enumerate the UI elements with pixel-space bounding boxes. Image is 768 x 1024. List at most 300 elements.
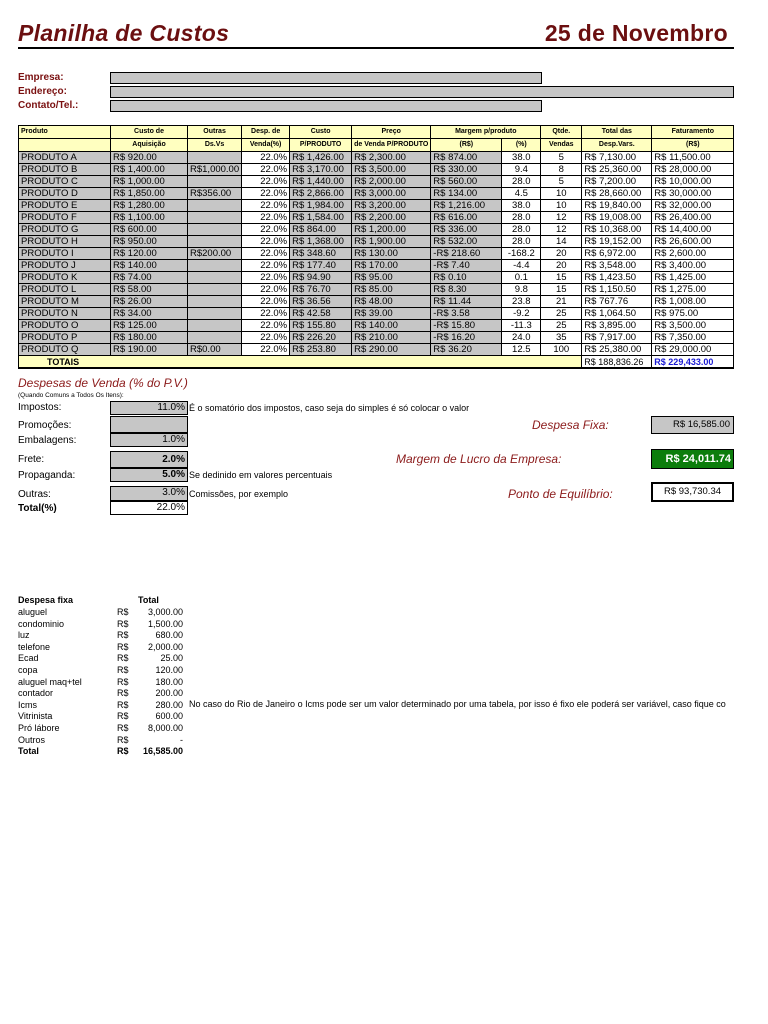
cell-margem-rs[interactable]: -R$ 3.58 (431, 308, 502, 320)
list-item (18, 711, 188, 722)
cell-total-desp-vars[interactable]: R$ 19,008.00 (582, 212, 652, 224)
table-row (19, 296, 734, 308)
embalagens-label: Embalagens: (18, 435, 77, 446)
cell-custo-produto[interactable]: R$ 1,440.00 (290, 176, 352, 188)
col-subheader-margem-rs: (R$) (431, 139, 502, 152)
cell-qtde-vendas[interactable]: 10 (541, 200, 582, 212)
expense-currency: R$ (117, 641, 129, 652)
cell-name[interactable]: PRODUTO D (19, 188, 111, 200)
cell-custo-aquisicao[interactable]: R$ 950.00 (111, 236, 188, 248)
cell-total-desp-vars[interactable]: R$ 3,548.00 (582, 260, 652, 272)
col-subheader-dsvs: Ds.Vs (188, 139, 242, 152)
cell-desp-venda-pct[interactable]: 22.0% (242, 308, 290, 320)
endereco-field[interactable] (110, 86, 734, 98)
cell-custo-produto[interactable]: R$ 76.70 (290, 284, 352, 296)
cell-custo-aquisicao[interactable]: R$ 1,400.00 (111, 164, 188, 176)
despesa-fixa-label: Despesa Fixa: (532, 418, 609, 432)
table-header-row-2 (19, 139, 734, 152)
cell-custo-produto[interactable]: R$ 155.80 (290, 320, 352, 332)
cell-margem-pct[interactable]: 28.0 (502, 212, 541, 224)
cell-faturamento[interactable]: R$ 7,350.00 (652, 332, 734, 344)
despesa-fixa-total-row (18, 746, 188, 757)
expense-value[interactable]: - (180, 734, 183, 745)
cell-faturamento[interactable]: R$ 29,000.00 (652, 344, 734, 356)
cell-desp-venda-pct[interactable]: 22.0% (242, 152, 290, 164)
cell-faturamento[interactable]: R$ 1,008.00 (652, 296, 734, 308)
cell-desp-venda-pct[interactable]: 22.0% (242, 260, 290, 272)
cell-preco-venda[interactable]: R$ 2,000.00 (352, 176, 431, 188)
expense-name: Ecad (18, 653, 39, 664)
cell-preco-venda[interactable]: R$ 3,200.00 (352, 200, 431, 212)
cell-name[interactable]: PRODUTO I (19, 248, 111, 260)
cell-outras-dsvs[interactable] (188, 296, 242, 308)
cell-outras-dsvs[interactable] (188, 224, 242, 236)
cell-custo-produto[interactable]: R$ 94.90 (290, 272, 352, 284)
cell-faturamento[interactable]: R$ 3,400.00 (652, 260, 734, 272)
expense-value[interactable]: 180.00 (155, 676, 183, 687)
cell-faturamento[interactable]: R$ 2,600.00 (652, 248, 734, 260)
expense-name: Pró lábore (18, 723, 60, 733)
expense-value[interactable]: 2,000.00 (147, 641, 183, 652)
cell-desp-venda-pct[interactable]: 22.0% (242, 248, 290, 260)
cell-desp-venda-pct[interactable]: 22.0% (242, 296, 290, 308)
expense-value[interactable]: 16,585.00 (142, 746, 183, 757)
cell-total-desp-vars[interactable]: R$ 10,368.00 (582, 224, 652, 236)
expense-value[interactable]: 25.00 (160, 653, 183, 664)
cell-outras-dsvs[interactable] (188, 320, 242, 332)
cell-margem-rs[interactable]: -R$ 218.60 (431, 248, 502, 260)
cell-total-desp-vars[interactable]: R$ 7,130.00 (582, 152, 652, 164)
expense-value[interactable]: 8,000.00 (147, 723, 183, 733)
cell-qtde-vendas[interactable]: 12 (541, 212, 582, 224)
cell-custo-aquisicao[interactable]: R$ 1,850.00 (111, 188, 188, 200)
cell-custo-produto[interactable]: R$ 1,426.00 (290, 152, 352, 164)
expense-name: contador (18, 688, 54, 699)
cell-faturamento[interactable]: R$ 975.00 (652, 308, 734, 320)
cell-total-desp-vars[interactable]: R$ 1,150.50 (582, 284, 652, 296)
cell-desp-venda-pct[interactable]: 22.0% (242, 200, 290, 212)
cell-custo-aquisicao[interactable]: R$ 1,000.00 (111, 176, 188, 188)
cell-outras-dsvs[interactable] (188, 260, 242, 272)
expense-currency: R$ (117, 618, 129, 629)
cell-outras-dsvs[interactable]: R$356.00 (188, 188, 242, 200)
contato-label: Contato/Tel.: (18, 100, 79, 111)
cell-margem-pct[interactable]: 24.0 (502, 332, 541, 344)
cell-preco-venda[interactable]: R$ 39.00 (352, 308, 431, 320)
cell-margem-rs[interactable]: -R$ 15.80 (431, 320, 502, 332)
cell-name[interactable]: PRODUTO J (19, 260, 111, 272)
expense-name: Icms (18, 699, 37, 710)
table-row (19, 200, 734, 212)
expense-currency: R$ (117, 665, 129, 675)
cell-faturamento[interactable]: R$ 26,400.00 (652, 212, 734, 224)
cell-margem-pct[interactable]: -9.2 (502, 308, 541, 320)
table-row (19, 188, 734, 200)
cell-name[interactable]: PRODUTO P (19, 332, 111, 344)
cell-margem-pct[interactable]: 28.0 (502, 176, 541, 188)
cell-qtde-vendas[interactable]: 12 (541, 224, 582, 236)
cell-desp-venda-pct[interactable]: 22.0% (242, 188, 290, 200)
table-row (19, 248, 734, 260)
cell-custo-aquisicao[interactable]: R$ 180.00 (111, 332, 188, 344)
cell-desp-venda-pct[interactable]: 22.0% (242, 212, 290, 224)
cell-total-desp-vars[interactable]: R$ 19,152.00 (582, 236, 652, 248)
col-header-desp: Desp. de (242, 126, 290, 139)
promocoes-cell[interactable] (110, 416, 188, 433)
expense-currency: R$ (117, 723, 129, 733)
cell-outras-dsvs[interactable] (188, 308, 242, 320)
cell-margem-rs[interactable]: R$ 330.00 (431, 164, 502, 176)
cell-desp-venda-pct[interactable]: 22.0% (242, 284, 290, 296)
table-row (19, 320, 734, 332)
cell-custo-produto[interactable]: R$ 42.58 (290, 308, 352, 320)
cell-margem-rs[interactable]: R$ 532.00 (431, 236, 502, 248)
totals-row (19, 356, 734, 369)
col-subheader-venda-pct: Venda(%) (242, 139, 290, 152)
frete-cell[interactable]: 2.0% (110, 451, 188, 468)
cell-qtde-vendas[interactable]: 15 (541, 284, 582, 296)
expense-value[interactable]: 1,500.00 (147, 618, 183, 629)
cell-name[interactable]: PRODUTO N (19, 308, 111, 320)
cell-custo-aquisicao[interactable]: R$ 1,280.00 (111, 200, 188, 212)
cell-desp-venda-pct[interactable]: 22.0% (242, 332, 290, 344)
expense-currency: R$ (117, 630, 129, 641)
despesa-fixa-header: Despesa fixa (18, 595, 74, 605)
list-item (18, 630, 188, 641)
cell-custo-produto[interactable]: R$ 1,584.00 (290, 212, 352, 224)
cell-preco-venda[interactable]: R$ 290.00 (352, 344, 431, 356)
despesa-fixa-total-header: Total (138, 595, 159, 605)
cell-name[interactable]: PRODUTO K (19, 272, 111, 284)
page-date: 25 de Novembro (544, 20, 728, 46)
products-table (18, 125, 734, 369)
cell-total-desp-vars[interactable]: R$ 6,972.00 (582, 248, 652, 260)
empresa-field[interactable] (110, 72, 542, 84)
margem-lucro-label: Margem de Lucro da Empresa: (396, 452, 562, 466)
expense-currency: R$ (117, 688, 129, 699)
col-subheader-aquisicao: Aquisição (111, 139, 188, 152)
list-item (18, 735, 188, 746)
cell-margem-pct[interactable]: 38.0 (502, 152, 541, 164)
cell-total-desp-vars[interactable]: R$ 25,360.00 (582, 164, 652, 176)
table-row (19, 152, 734, 164)
cell-custo-aquisicao[interactable]: R$ 120.00 (111, 248, 188, 260)
cell-margem-rs[interactable]: R$ 11.44 (431, 296, 502, 308)
cell-margem-pct[interactable]: 0.1 (502, 272, 541, 284)
propaganda-cell[interactable]: 5.0% (110, 468, 188, 482)
cell-qtde-vendas[interactable]: 15 (541, 272, 582, 284)
cell-custo-aquisicao[interactable]: R$ 34.00 (111, 308, 188, 320)
cell-outras-dsvs[interactable]: R$1,000.00 (188, 164, 242, 176)
cell-outras-dsvs[interactable] (188, 272, 242, 284)
cell-total-desp-vars[interactable]: R$ 767.76 (582, 296, 652, 308)
col-subheader-vendas: Vendas (541, 139, 582, 152)
cell-faturamento[interactable]: R$ 14,400.00 (652, 224, 734, 236)
expense-name: aluguel (18, 607, 48, 617)
cell-qtde-vendas[interactable]: 100 (541, 344, 582, 356)
cell-margem-pct[interactable]: 38.0 (502, 200, 541, 212)
promocoes-label: Promoções: (18, 420, 72, 431)
propaganda-note: Se dedinido em valores percentuais (189, 470, 333, 480)
impostos-label: Impostos: (18, 402, 62, 413)
cell-margem-pct[interactable]: -4.4 (502, 260, 541, 272)
col-header-preco: Preço (352, 126, 431, 139)
cell-margem-pct[interactable]: 4.5 (502, 188, 541, 200)
cell-desp-venda-pct[interactable]: 22.0% (242, 224, 290, 236)
ponto-equilibrio-value[interactable]: R$ 93,730.34 (651, 482, 734, 502)
cell-outras-dsvs[interactable] (188, 332, 242, 344)
embalagens-cell[interactable]: 1.0% (110, 433, 188, 447)
cell-desp-venda-pct[interactable]: 22.0% (242, 236, 290, 248)
cell-custo-aquisicao[interactable]: R$ 26.00 (111, 296, 188, 308)
cell-preco-venda[interactable]: R$ 3,500.00 (352, 164, 431, 176)
cell-margem-rs[interactable]: R$ 616.00 (431, 212, 502, 224)
list-item (18, 653, 188, 664)
impostos-cell[interactable]: 11.0% (110, 401, 188, 415)
expense-value[interactable]: 3,000.00 (147, 607, 183, 617)
cell-name[interactable]: PRODUTO G (19, 224, 111, 236)
cell-margem-rs[interactable]: R$ 336.00 (431, 224, 502, 236)
cell-name[interactable]: PRODUTO O (19, 320, 111, 332)
cell-total-desp-vars[interactable]: R$ 19,840.00 (582, 200, 652, 212)
ponto-equilibrio-label: Ponto de Equilíbrio: (508, 487, 613, 501)
cell-desp-venda-pct[interactable]: 22.0% (242, 272, 290, 284)
cell-custo-produto[interactable]: R$ 1,984.00 (290, 200, 352, 212)
cell-custo-produto[interactable]: R$ 226.20 (290, 332, 352, 344)
cell-qtde-vendas[interactable]: 5 (541, 152, 582, 164)
expense-currency: R$ (117, 734, 129, 745)
cell-margem-pct[interactable]: 9.8 (502, 284, 541, 296)
total-faturamento[interactable]: R$ 229,433.00 (652, 356, 734, 369)
cell-name[interactable]: PRODUTO L (19, 284, 111, 296)
cell-custo-aquisicao[interactable]: R$ 1,100.00 (111, 212, 188, 224)
cell-custo-produto[interactable]: R$ 348.60 (290, 248, 352, 260)
cell-preco-venda[interactable]: R$ 140.00 (352, 320, 431, 332)
list-item (18, 619, 188, 630)
cell-faturamento[interactable]: R$ 1,425.00 (652, 272, 734, 284)
cell-preco-venda[interactable]: R$ 2,300.00 (352, 152, 431, 164)
cell-desp-venda-pct[interactable]: 22.0% (242, 164, 290, 176)
col-header-outras: Outras (188, 126, 242, 139)
cell-total-desp-vars[interactable]: R$ 25,380.00 (582, 344, 652, 356)
cell-margem-pct[interactable]: 9.4 (502, 164, 541, 176)
cell-qtde-vendas[interactable]: 14 (541, 236, 582, 248)
cell-name[interactable]: PRODUTO A (19, 152, 111, 164)
cell-name[interactable]: PRODUTO M (19, 296, 111, 308)
cell-margem-pct[interactable]: 12.5 (502, 344, 541, 356)
cell-custo-produto[interactable]: R$ 864.00 (290, 224, 352, 236)
cell-custo-produto[interactable]: R$ 2,866.00 (290, 188, 352, 200)
expense-currency: R$ (117, 676, 129, 687)
col-header-custo: Custo de (111, 126, 188, 139)
col-subheader-blank (19, 139, 111, 152)
cell-preco-venda[interactable]: R$ 3,000.00 (352, 188, 431, 200)
table-row (19, 176, 734, 188)
contato-field[interactable] (110, 100, 542, 112)
cell-total-desp-vars[interactable]: R$ 7,917.00 (582, 332, 652, 344)
cell-outras-dsvs[interactable] (188, 236, 242, 248)
expense-value[interactable]: 200.00 (155, 688, 183, 699)
title-divider (18, 47, 734, 49)
margem-lucro-value[interactable]: R$ 24,011.74 (651, 449, 734, 469)
cell-qtde-vendas[interactable]: 21 (541, 296, 582, 308)
cell-margem-pct[interactable]: -168.2 (502, 248, 541, 260)
cell-margem-rs[interactable]: R$ 36.20 (431, 344, 502, 356)
cell-margem-rs[interactable]: R$ 134.00 (431, 188, 502, 200)
total-pct-cell[interactable]: 22.0% (110, 501, 188, 515)
cell-custo-aquisicao[interactable]: R$ 920.00 (111, 152, 188, 164)
expense-name: aluguel maq+tel (18, 676, 82, 687)
cell-faturamento[interactable]: R$ 10,000.00 (652, 176, 734, 188)
table-header-row-1 (19, 126, 734, 139)
table-row (19, 212, 734, 224)
cell-outras-dsvs[interactable] (188, 212, 242, 224)
col-header-custo-produto: Custo (290, 126, 352, 139)
cell-desp-venda-pct[interactable]: 22.0% (242, 176, 290, 188)
cell-preco-venda[interactable]: R$ 170.00 (352, 260, 431, 272)
cell-outras-dsvs[interactable] (188, 152, 242, 164)
col-header-qtde: Qtde. (541, 126, 582, 139)
despesa-fixa-value[interactable]: R$ 16,585.00 (651, 416, 734, 434)
col-header-margem: Margem p/produto (431, 126, 541, 139)
cell-custo-aquisicao[interactable]: R$ 140.00 (111, 260, 188, 272)
outras-cell[interactable]: 3.0% (110, 486, 188, 501)
expense-name: Outros (18, 734, 46, 745)
cell-qtde-vendas[interactable]: 20 (541, 260, 582, 272)
cell-margem-rs[interactable]: R$ 874.00 (431, 152, 502, 164)
table-row (19, 236, 734, 248)
cell-preco-venda[interactable]: R$ 2,200.00 (352, 212, 431, 224)
table-row (19, 308, 734, 320)
cell-name[interactable]: PRODUTO C (19, 176, 111, 188)
cell-qtde-vendas[interactable]: 8 (541, 164, 582, 176)
cell-outras-dsvs[interactable] (188, 284, 242, 296)
cell-desp-venda-pct[interactable]: 22.0% (242, 320, 290, 332)
endereco-label: Endereço: (18, 86, 67, 97)
cell-margem-pct[interactable]: 28.0 (502, 224, 541, 236)
cell-faturamento[interactable]: R$ 26,600.00 (652, 236, 734, 248)
cell-preco-venda[interactable]: R$ 130.00 (352, 248, 431, 260)
cell-preco-venda[interactable]: R$ 85.00 (352, 284, 431, 296)
propaganda-label: Propaganda: (18, 470, 76, 481)
cell-outras-dsvs[interactable] (188, 176, 242, 188)
list-item (18, 677, 188, 688)
cell-custo-aquisicao[interactable]: R$ 600.00 (111, 224, 188, 236)
icms-note: No caso do Rio de Janeiro o Icms pode ser um valor determinado por uma tabela, por isso é fixo ele poderá ser variável, caso fique co (189, 699, 726, 709)
cell-custo-produto[interactable]: R$ 253.80 (290, 344, 352, 356)
cell-total-desp-vars[interactable]: R$ 1,423.50 (582, 272, 652, 284)
cell-faturamento[interactable]: R$ 11,500.00 (652, 152, 734, 164)
cell-name[interactable]: PRODUTO E (19, 200, 111, 212)
cell-total-desp-vars[interactable]: R$ 28,660.00 (582, 188, 652, 200)
cell-custo-produto[interactable]: R$ 1,368.00 (290, 236, 352, 248)
totals-label: TOTAIS (19, 356, 582, 369)
cell-margem-rs[interactable]: -R$ 7.40 (431, 260, 502, 272)
cell-name[interactable]: PRODUTO B (19, 164, 111, 176)
cell-qtde-vendas[interactable]: 35 (541, 332, 582, 344)
empresa-label: Empresa: (18, 72, 64, 83)
col-header-produto: Produto (19, 126, 111, 139)
cell-qtde-vendas[interactable]: 20 (541, 248, 582, 260)
cell-custo-aquisicao[interactable]: R$ 58.00 (111, 284, 188, 296)
cell-preco-venda[interactable]: R$ 1,200.00 (352, 224, 431, 236)
cell-faturamento[interactable]: R$ 32,000.00 (652, 200, 734, 212)
cell-total-desp-vars[interactable]: R$ 1,064.50 (582, 308, 652, 320)
cell-faturamento[interactable]: R$ 28,000.00 (652, 164, 734, 176)
cell-faturamento[interactable]: R$ 30,000.00 (652, 188, 734, 200)
cell-name[interactable]: PRODUTO H (19, 236, 111, 248)
col-subheader-fat-rs: (R$) (652, 139, 734, 152)
total-desp-vars[interactable]: R$ 188,836.26 (582, 356, 652, 369)
cell-margem-pct[interactable]: 28.0 (502, 236, 541, 248)
cell-custo-aquisicao[interactable]: R$ 125.00 (111, 320, 188, 332)
cell-outras-dsvs[interactable] (188, 200, 242, 212)
list-item (18, 688, 188, 699)
cell-custo-aquisicao[interactable]: R$ 190.00 (111, 344, 188, 356)
expense-value[interactable]: 680.00 (155, 630, 183, 641)
expense-currency: R$ (117, 699, 129, 710)
cell-qtde-vendas[interactable]: 10 (541, 188, 582, 200)
expense-value[interactable]: 120.00 (155, 665, 183, 675)
col-subheader-venda-p-produto: de Venda P/PRODUTO (352, 139, 431, 152)
cell-qtde-vendas[interactable]: 5 (541, 176, 582, 188)
table-row (19, 284, 734, 296)
outras-label: Outras: (18, 489, 51, 500)
cell-outras-dsvs[interactable]: R$200.00 (188, 248, 242, 260)
cell-qtde-vendas[interactable]: 25 (541, 320, 582, 332)
col-subheader-margem-pct: (%) (502, 139, 541, 152)
cell-margem-pct[interactable]: 23.8 (502, 296, 541, 308)
cell-total-desp-vars[interactable]: R$ 3,895.00 (582, 320, 652, 332)
cell-preco-venda[interactable]: R$ 210.00 (352, 332, 431, 344)
cell-name[interactable]: PRODUTO F (19, 212, 111, 224)
cell-margem-rs[interactable]: R$ 560.00 (431, 176, 502, 188)
cell-custo-produto[interactable]: R$ 3,170.00 (290, 164, 352, 176)
cell-margem-rs[interactable]: -R$ 16.20 (431, 332, 502, 344)
cell-outras-dsvs[interactable]: R$0.00 (188, 344, 242, 356)
cell-custo-produto[interactable]: R$ 36.56 (290, 296, 352, 308)
expense-value[interactable]: 280.00 (155, 699, 183, 710)
cell-margem-rs[interactable]: R$ 1,216.00 (431, 200, 502, 212)
cell-margem-rs[interactable]: R$ 0.10 (431, 272, 502, 284)
table-row (19, 224, 734, 236)
cell-margem-rs[interactable]: R$ 8.30 (431, 284, 502, 296)
cell-preco-venda[interactable]: R$ 1,900.00 (352, 236, 431, 248)
table-row (19, 164, 734, 176)
cell-custo-produto[interactable]: R$ 177.40 (290, 260, 352, 272)
expense-value[interactable]: 600.00 (155, 711, 183, 722)
list-item (18, 642, 188, 653)
cell-preco-venda[interactable]: R$ 95.00 (352, 272, 431, 284)
cell-faturamento[interactable]: R$ 1,275.00 (652, 284, 734, 296)
list-item (18, 700, 188, 711)
expense-currency: R$ (117, 746, 129, 757)
table-row (19, 272, 734, 284)
cell-qtde-vendas[interactable]: 25 (541, 308, 582, 320)
expense-currency: R$ (117, 607, 129, 617)
frete-label: Frete: (18, 454, 45, 465)
col-header-faturamento: Faturamento (652, 126, 734, 139)
col-subheader-desp-vars: Desp.Vars. (582, 139, 652, 152)
cell-margem-pct[interactable]: -11.3 (502, 320, 541, 332)
expense-name: copa (18, 665, 38, 675)
cell-custo-aquisicao[interactable]: R$ 74.00 (111, 272, 188, 284)
cell-total-desp-vars[interactable]: R$ 7,200.00 (582, 176, 652, 188)
cell-faturamento[interactable]: R$ 3,500.00 (652, 320, 734, 332)
cell-name[interactable]: PRODUTO Q (19, 344, 111, 356)
cell-preco-venda[interactable]: R$ 48.00 (352, 296, 431, 308)
cell-desp-venda-pct[interactable]: 22.0% (242, 344, 290, 356)
